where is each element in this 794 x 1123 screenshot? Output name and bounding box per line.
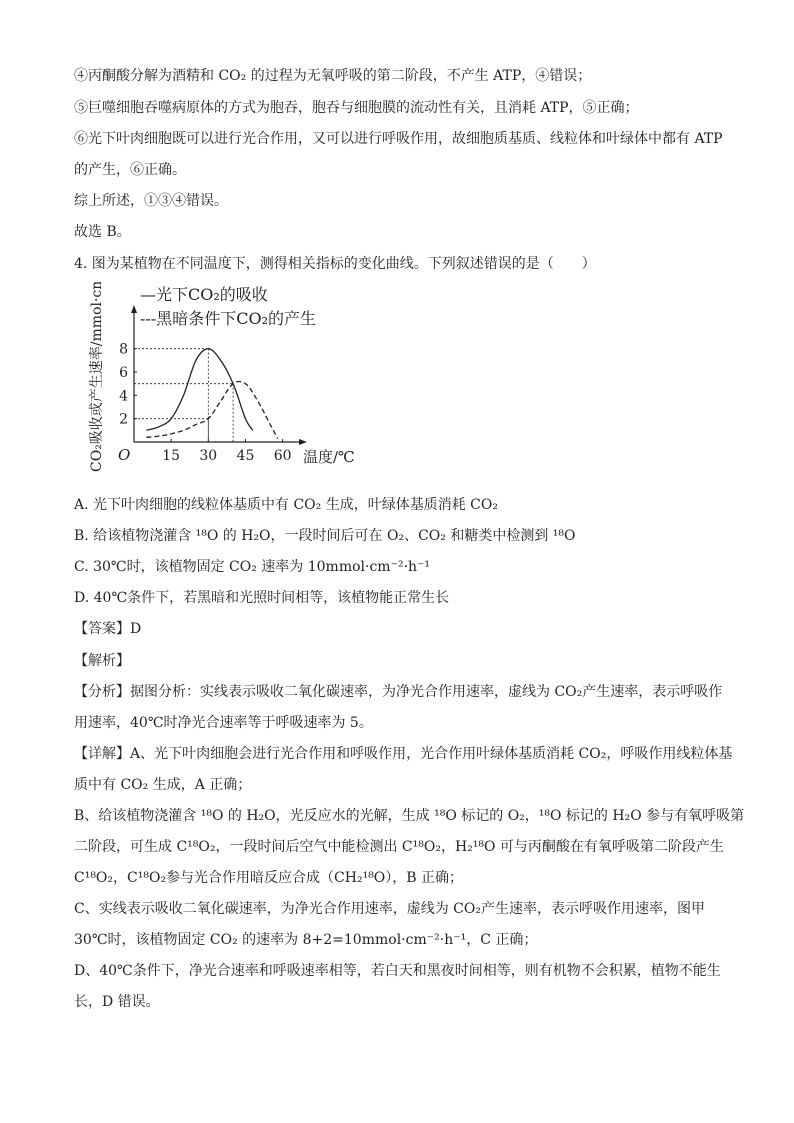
x-axis-label: 温度/℃	[303, 448, 355, 466]
y-tick-label: 8	[119, 341, 128, 358]
y-tick-label: 6	[119, 365, 128, 381]
legend-solid: —光下CO₂的吸收	[140, 285, 268, 304]
plot-area	[119, 305, 307, 464]
option-c: C. 30℃时，该植物固定 CO₂ 速率为 10mmol·cm⁻²·h⁻¹	[74, 559, 431, 575]
question-chart	[70, 282, 390, 472]
detail-line: C¹⁸O₂，C¹⁸O₂参与光合作用暗反应合成（CH₂¹⁸O），B 正确；	[74, 870, 464, 886]
text-line: ④丙酮酸分解为酒精和 CO₂ 的过程为无氧呼吸的第二阶段，不产生 ATP，④错误；	[74, 68, 592, 84]
detail-line: 【详解】A、光下叶肉细胞会进行光合作用和呼吸作用，光合作用叶绿体基质消耗 CO₂，呼吸作用线粒体基	[74, 746, 733, 762]
series-light-co2-uptake	[146, 349, 253, 431]
analysis-line: 用速率，40℃时净光合速率等于呼吸速率为 5。	[74, 715, 373, 731]
answer-line	[74, 619, 141, 639]
option-b: B. 给该植物浇灌含 ¹⁸O 的 H₂O，一段时间后可在 O₂、CO₂ 和糖类中检测到 ¹⁸O	[74, 528, 576, 544]
x-tick-label: 15	[162, 448, 181, 464]
option-d: D. 40℃条件下，若黑暗和光照时间相等，该植物能正常生长	[74, 590, 450, 606]
y-tick-label: 2	[119, 411, 128, 428]
chart-svg	[70, 282, 390, 472]
origin-label: O	[118, 446, 131, 464]
text-line: ⑥光下叶肉细胞既可以进行光合作用，又可以进行呼吸作用，故细胞质基质、线粒体和叶绿体中都有 ATP	[74, 131, 723, 147]
detail-line: 二阶段，可生成 C¹⁸O₂，一段时间后空气中能检测出 C¹⁸O₂，H₂¹⁸O 可与丙酮酸在有氧呼吸第二阶段产生	[74, 839, 724, 855]
text-line: 综上所述，①③④错误。	[74, 193, 228, 209]
text-line: ⑤巨噬细胞吞噬病原体的方式为胞吞，胞吞与细胞膜的流动性有关，且消耗 ATP，⑤正确；	[74, 100, 639, 116]
option-a: A. 光下叶肉细胞的线粒体基质中有 CO₂ 生成，叶绿体基质消耗 CO₂	[74, 497, 498, 513]
answer-value: D	[130, 621, 142, 637]
series-dark-co2-production	[146, 381, 277, 438]
detail-line: 长，D 错误。	[74, 994, 160, 1010]
x-tick-label: 30	[199, 448, 218, 464]
detail-line: D、40℃条件下，净光合速率和呼吸速率相等，若白天和黑夜时间相等，则有机物不会积累，植物不能生	[74, 963, 721, 979]
answer-tag: 【答案】	[74, 621, 130, 637]
x-tick-label: 60	[273, 448, 292, 464]
detail-line: 30℃时，该植物固定 CO₂ 的速率为 8+2=10mmol·cm⁻²·h⁻¹，C 正确；	[74, 932, 538, 948]
detail-line: C、实线表示吸收二氧化碳速率，为净光合作用速率，虚线为 CO₂产生速率，表示呼吸作用速率，图甲	[74, 901, 705, 917]
y-tick-label: 4	[119, 388, 128, 405]
question-4: 4. 图为某植物在不同温度下，测得相关指标的变化曲线。下列叙述错误的是（ ）	[74, 256, 596, 272]
x-axis-arrow	[299, 439, 307, 445]
legend-dashed: ---黑暗条件下CO₂的产生	[140, 309, 316, 328]
y-axis-arrow	[131, 305, 137, 313]
x-tick-label: 45	[236, 448, 255, 464]
text-line: 故选 B。	[74, 224, 131, 240]
y-axis-label: CO₂吸收或产生速率/mmol·cm⁻²·h⁻¹	[89, 282, 105, 472]
detail-line: B、给该植物浇灌含 ¹⁸O 的 H₂O，光反应水的光解，生成 ¹⁸O 标记的 O₂，¹⁸O 标记的 H₂O 参与有氧呼吸第	[74, 808, 745, 824]
detail-line: 质中有 CO₂ 生成，A 正确；	[74, 777, 252, 793]
analysis-tag: 【解析】	[74, 653, 130, 669]
analysis-line: 【分析】据图分析：实线表示吸收二氧化碳速率，为净光合作用速率，虚线为 CO₂产生速率，表示呼吸作	[74, 684, 723, 700]
text-line: 的产生，⑥正确。	[74, 162, 186, 178]
